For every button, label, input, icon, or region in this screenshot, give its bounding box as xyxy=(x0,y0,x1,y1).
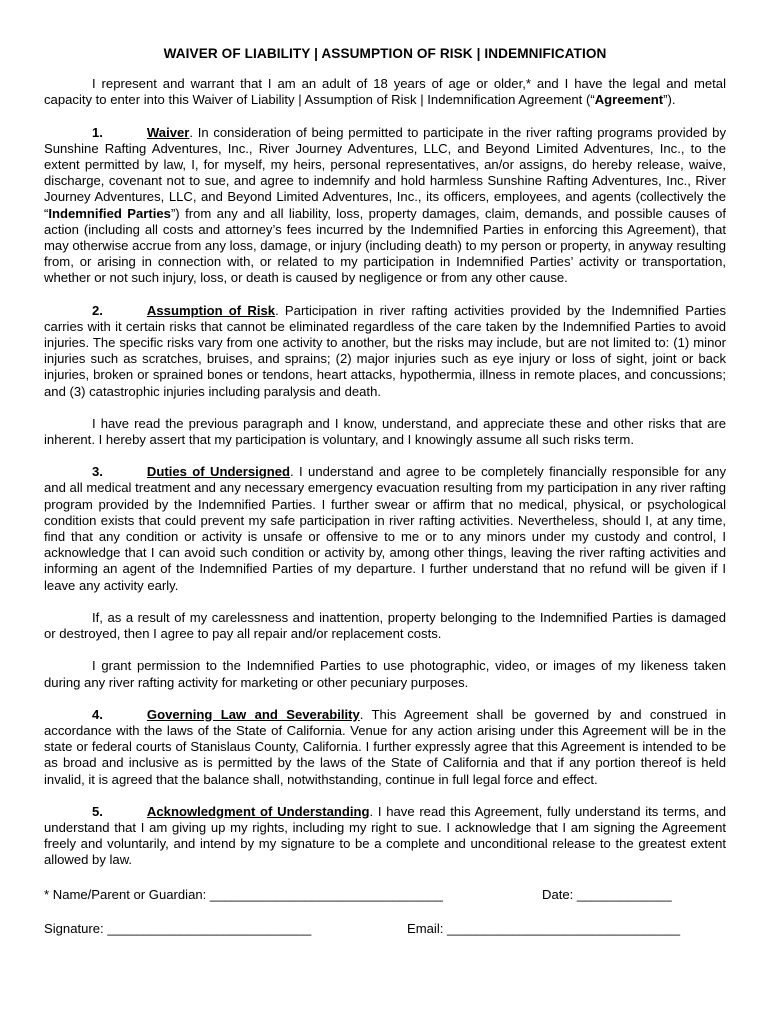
section-3-heading: Duties of Undersigned xyxy=(146,464,291,480)
date-field[interactable]: Date: _____________ xyxy=(542,886,672,902)
document-title: WAIVER OF LIABILITY | ASSUMPTION OF RISK | INDEMNIFICATION xyxy=(163,46,607,61)
signature-field[interactable]: Signature: ____________________________ xyxy=(44,920,312,936)
risks-acknowledgement-paragraph: I have read the previous paragraph and I know, understand, and appreciate these and other risks that are inherent. I hereby assert that my participation is voluntary, and I knowingly assume all such risks term. xyxy=(44,415,726,448)
section-2-assumption-of-risk xyxy=(44,303,726,400)
section-5-heading: Acknowledgment of Understanding xyxy=(146,803,370,819)
section-1-text-before: . In consideration of being permitted to participate in the river rafting programs provided by Sunshine Rafting Adventures, Inc., River Journey Adventures, LLC, and Beyond Limited Adventures, Inc., to the extent permitted by law, I, for myself, my heirs, personal representatives, an/or assigns, do hereby release, waive, discharge, covenant not to sue, and agree to indemnify and hold harmless Sunshine Rafting Adventures, Inc., River Journey Adventures, LLC, and Beyond Limited Adventures, Inc., its officers, employees, and agents (collectively the “ xyxy=(44,124,726,221)
name-field[interactable]: * Name/Parent or Guardian: ________________________________ xyxy=(44,886,443,902)
section-1-defined-term: Indemnified Parties xyxy=(48,205,171,221)
section-2-text: . Participation in river rafting activities provided by the Indemnified Parties carries with it certain risks that cannot be eliminated regardless of the care taken by the Indemnified Parties to avoid injuries. The specific risks vary from one activity to another, but the risks may include, but are not limited to: (1) minor injuries such as scratches, bruises, and sprains; (2) major injuries such as eye injury or loss of sight, joint or back injuries, broken or sprained bones or tendons, heart attacks, hypothermia, illness in remote places, and concussions; and (3) catastrophic injuries including paralysis and death. xyxy=(44,302,726,399)
section-3-duties xyxy=(44,464,726,594)
media-permission-paragraph: I grant permission to the Indemnified Parties to use photographic, video, or images of my likeness taken during any river rafting activity for marketing or other pecuniary purposes. xyxy=(44,658,726,690)
section-3-number: 3. xyxy=(92,464,103,480)
section-1-number: 1. xyxy=(92,124,103,140)
section-1-waiver xyxy=(44,125,726,287)
section-5-number: 5. xyxy=(92,803,103,819)
name-date-row xyxy=(44,887,726,903)
intro-text-before: I represent and warrant that I am an adult of 18 years of age or older,* and I have the legal and metal capacity to enter into this Waiver of Liability | Assumption of Risk | Indemnification Agreement (“ xyxy=(44,76,726,108)
signature-email-row xyxy=(44,921,726,937)
email-field[interactable]: Email: ________________________________ xyxy=(407,920,681,936)
section-4-governing-law xyxy=(44,707,726,788)
section-5-acknowledgment xyxy=(44,804,726,869)
section-3-text: . I understand and agree to be completely financially responsible for any and all medical treatment and any necessary emergency evacuation resulting from my participation in any river rafting program provided by the Indemnified Parties. I further swear or affirm that no medical, physical, or psychological condition exists that could prevent my safe participation in river rafting activities. Nevertheless, should I, at any time, find that any condition or activity is unsafe or offensive to me or to any minors under my custody and control, I acknowledge that I can avoid such condition or activity by, among other things, leaving the river rafting activities and informing an agent of the Indemnified Parties of my departure. I further understand that no refund will be given if I leave any activity early. xyxy=(44,464,726,593)
intro-defined-term: Agreement xyxy=(594,92,664,108)
section-5-text: . I have read this Agreement, fully understand its terms, and understand that I am giving up my rights, including my right to sue. I acknowledge that I am signing the Agreement freely and voluntarily, and intend by my signature to be a complete and unconditional release to the greatest extent allowed by law. xyxy=(44,803,726,868)
intro-text-after: ”). xyxy=(663,92,676,108)
section-4-number: 4. xyxy=(92,706,103,722)
section-1-text-after: ”) from any and all liability, loss, property damages, claim, demands, and possible causes of action (including all costs and attorney’s fees incurred by the Indemnified Parties in enforcing this Agreement), that may otherwise accrue from any loss, damage, or injury (including death) to my person or property, in anyway resulting from, or arising in connection with, or related to my participation in Indemnified Parties’ activity or transportation, whether or not such injury, loss, or death is caused by negligence or from any other cause. xyxy=(44,205,726,286)
section-2-heading: Assumption of Risk xyxy=(146,302,276,318)
section-1-heading: Waiver xyxy=(146,124,190,140)
signature-fields xyxy=(44,887,726,937)
intro-paragraph xyxy=(44,76,726,108)
section-2-number: 2. xyxy=(92,302,103,318)
property-damage-paragraph: If, as a result of my carelessness and inattention, property belonging to the Indemnified Parties is damaged or destroyed, then I agree to pay all repair and/or replacement costs. xyxy=(44,609,726,642)
section-4-heading: Governing Law and Severability xyxy=(146,706,360,722)
section-4-text: . This Agreement shall be governed by and construed in accordance with the laws of the State of California. Venue for any action arising under this Agreement will be in the state or federal courts of Stanislaus County, California. I further expressly agree that this Agreement is intended to be as broad and inclusive as is permitted by the laws of the State of California and that if any portion thereof is held invalid, it is agreed that the balance shall, notwithstanding, continue in full legal force and effect. xyxy=(44,706,726,787)
